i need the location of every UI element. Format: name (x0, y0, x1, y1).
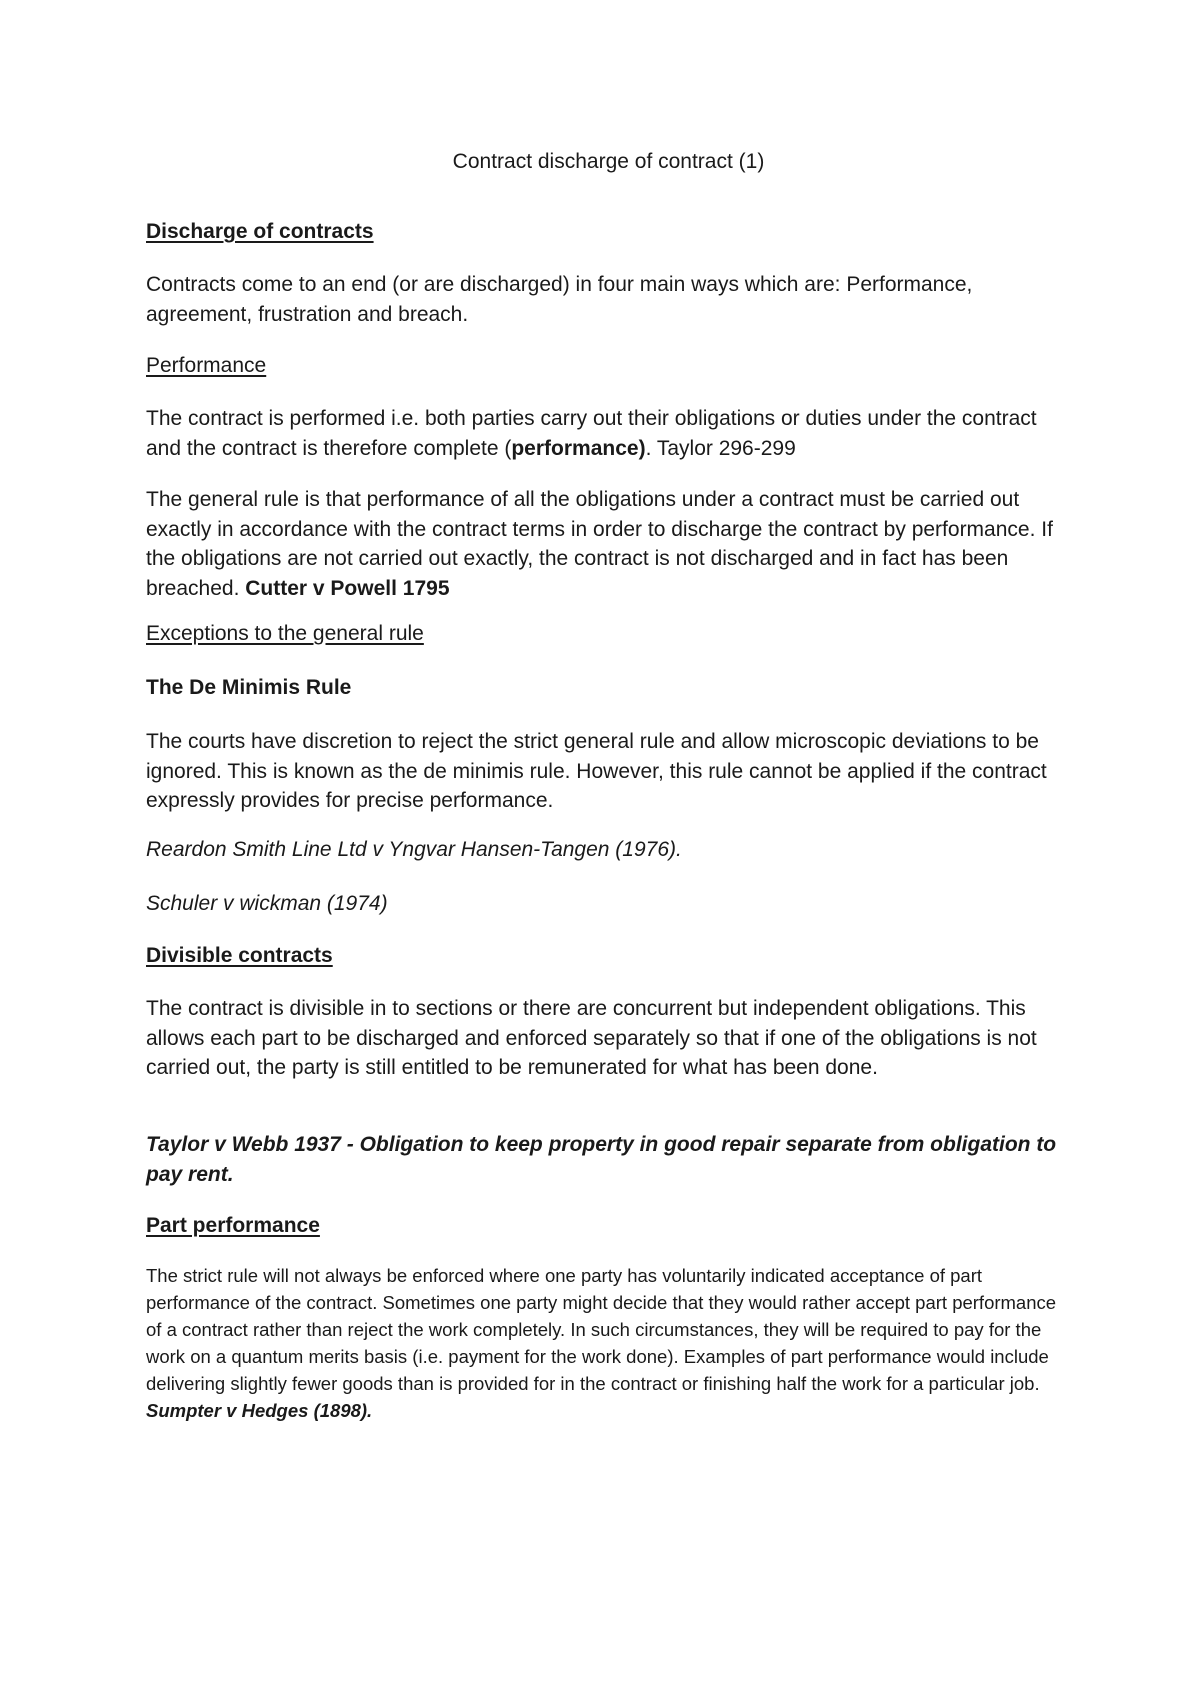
paragraph-part-performance (146, 1262, 1071, 1424)
case-taylor-webb: Taylor v Webb 1937 - Obligation to keep property in good repair separate from obligation to pay rent. (146, 1133, 1057, 1186)
text-run: . Taylor 296-299 (645, 436, 796, 460)
section-heading-part-performance (146, 1212, 1071, 1240)
heading-text: Discharge of contracts (146, 220, 374, 243)
paragraph-divisible: The contract is divisible in to sections or there are concurrent but independent obligations. This allows each part to be discharged and enforced separately so that if one of the obligations is not carried out, the party is still entitled to be remunerated for what has been done. (146, 997, 1037, 1079)
heading-text: Divisible contracts (146, 944, 333, 967)
text-run: The general rule is that performance of all the obligations under a contract must be carried out exactly in accordance with the contract terms in order to discharge the contract by performance. If the obligations are not carried out exactly, the contract is not discharged and in fact has been breached. (146, 488, 1053, 600)
case-citation: Sumpter v Hedges (1898). (146, 1400, 373, 1421)
section-heading-divisible (146, 942, 1071, 970)
case-citation: Cutter v Powell 1795 (245, 576, 450, 600)
section-heading-exceptions (146, 620, 1071, 648)
heading-text: Performance (146, 354, 267, 377)
document-title: Contract discharge of contract (1) (452, 150, 765, 173)
heading-text: Exceptions to the general rule (146, 622, 424, 645)
paragraph-discharge: Contracts come to an end (or are discharged) in four main ways which are: Performance, agreement, frustration and breach. (146, 273, 973, 326)
section-heading-performance (146, 352, 1071, 380)
case-schuler: Schuler v wickman (1974) (146, 892, 388, 915)
paragraph-de-minimis: The courts have discretion to reject the strict general rule and allow microscopic deviations to be ignored. This is known as the de minimis rule. However, this rule cannot be applied if the contract expressly provides for precise performance. (146, 730, 1047, 812)
paragraph-performance-2 (146, 485, 1071, 603)
text-run: The strict rule will not always be enforced where one party has voluntarily indicated acceptance of part performance of the contract. Sometimes one party might decide that they would rather accept part performance of a contract rather than reject the work completely. In such circumstances, they will be required to pay for the work on a quantum merits basis (i.e. payment for the work done). Examples of part performance would include delivering slightly fewer goods than is provided for in the contract or finishing half the work for a particular job. (146, 1265, 1057, 1394)
heading-text: Part performance (146, 1214, 320, 1237)
paragraph-performance-1 (146, 404, 1071, 463)
section-heading-discharge (146, 218, 1071, 246)
subheading-de-minimis: The De Minimis Rule (146, 676, 352, 699)
text-run: The contract is performed i.e. both parties carry out their obligations or duties under the contract and the contract is therefore complete ( (146, 407, 1037, 460)
bold-term: performance) (511, 436, 646, 460)
case-reardon: Reardon Smith Line Ltd v Yngvar Hansen-Tangen (1976). (146, 838, 682, 861)
